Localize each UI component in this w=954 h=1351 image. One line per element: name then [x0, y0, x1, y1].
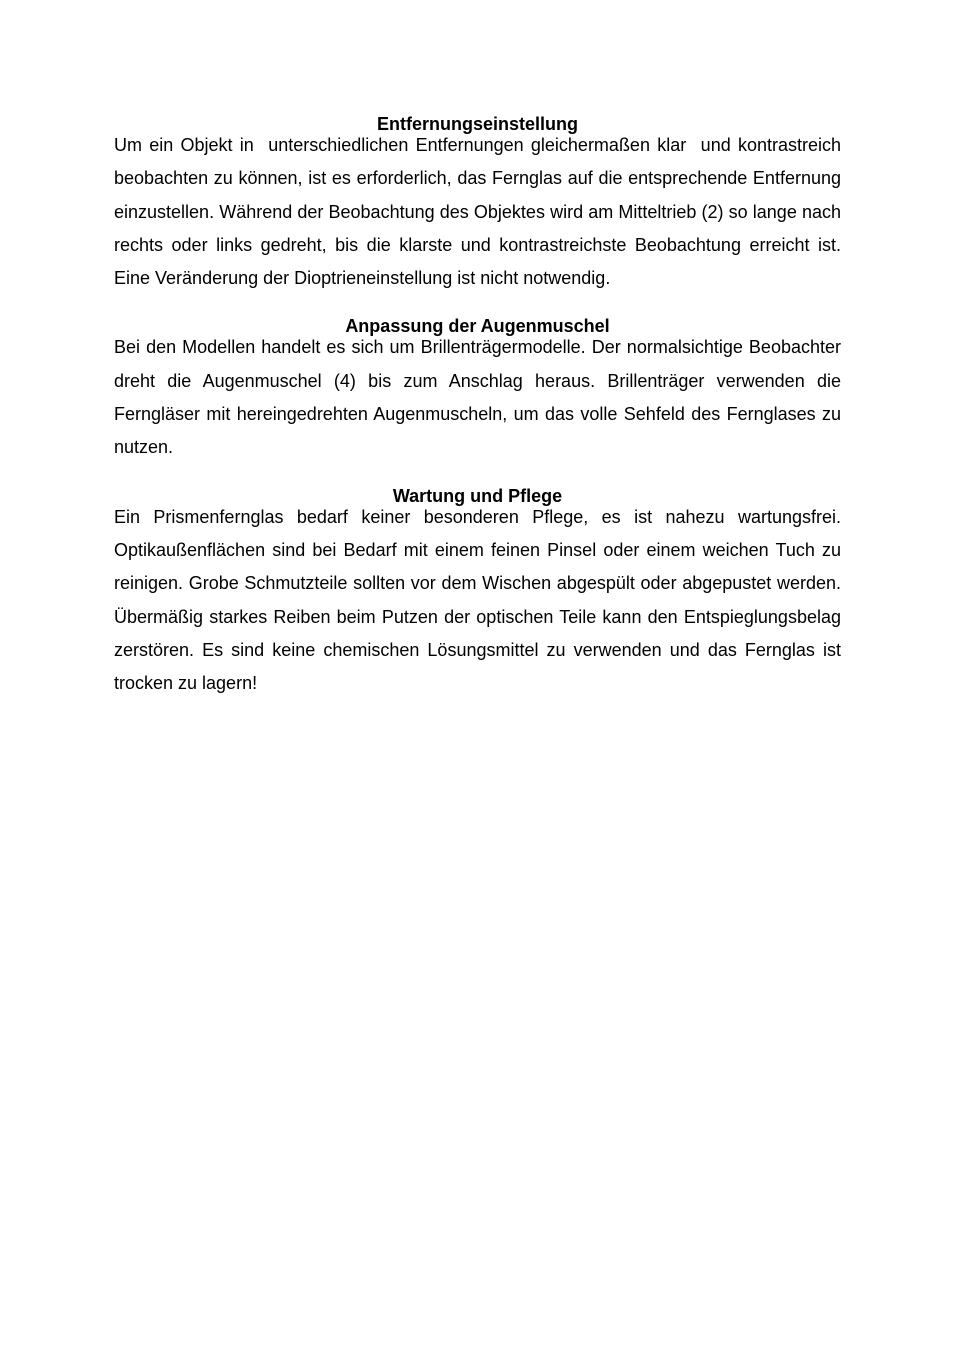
section-paragraph: Ein Prismenfernglas bedarf keiner besonderen Pflege, es ist nahezu wartungsfrei. Optikaußenflächen sind bei Bedarf mit einem feinen Pinsel oder einem weichen Tuch zu reinigen. Grobe Schmutzteile sollten vor dem Wischen abgespült oder abgepustet werden. Übermäßig starkes Reiben beim Putzen der optischen Teile kann den Entspieglungsbelag zerstören. Es sind keine chemischen Lösungsmittel zu verwenden und das Fernglas ist trocken zu lagern!: [114, 506, 847, 694]
section-wartung: [114, 485, 847, 701]
section-heading: Entfernungseinstellung: [376, 114, 578, 134]
section-paragraph: Bei den Modellen handelt es sich um Brillenträgermodelle. Der normalsichtige Beobachter dreht die Augenmuschel (4) bis zum Anschlag heraus. Brillenträger verwenden die Ferngläser mit hereingedrehten Augenmuscheln, um das volle Sehfeld des Fernglases zu nutzen.: [114, 337, 847, 458]
section-paragraph: Um ein Objekt in unterschiedlichen Entfernungen gleichermaßen klar und kontrastreich beobachten zu können, ist es erforderlich, das Fernglas auf die entsprechende Entfernung einzustellen. Während der Beobachtung des Objektes wird am Mitteltrieb (2) so lange nach rechts oder links gedreht, bis die klarste und kontrastreichste Beobachtung erreicht ist. Eine Veränderung der Dioptrieneinstellung ist nicht notwendig.: [114, 135, 847, 289]
section-entfernungseinstellung: [114, 114, 847, 295]
section-augenmuschel: [114, 316, 847, 464]
document-page: [114, 114, 847, 700]
section-heading: Wartung und Pflege: [392, 485, 563, 506]
section-heading: Anpassung der Augenmuschel: [345, 316, 610, 337]
